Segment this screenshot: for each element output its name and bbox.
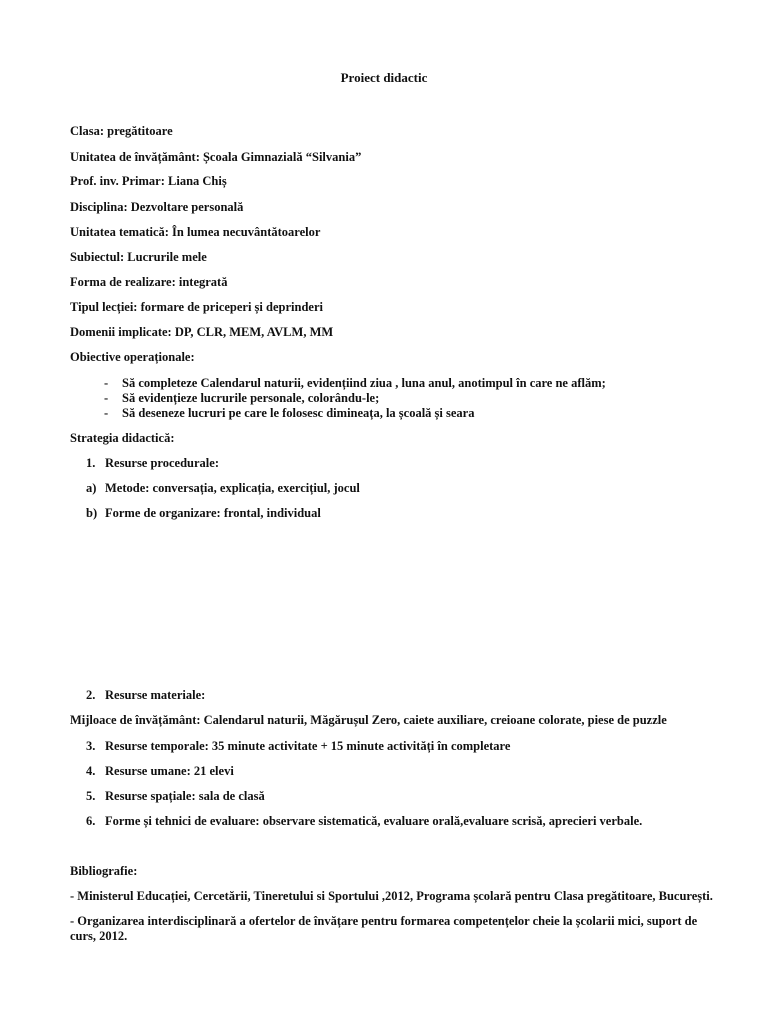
- field-forma-realizare: Forma de realizare: integrată: [70, 275, 228, 289]
- field-domenii: Domenii implicate: DP, CLR, MEM, AVLM, MM: [70, 325, 334, 339]
- list-number: 2.: [86, 688, 96, 702]
- objective-item: Să deseneze lucruri pe care le folosesc dimineața, la școală și seara: [122, 406, 475, 420]
- field-subiectul: Subiectul: Lucrurile mele: [70, 250, 207, 264]
- list-number: 4.: [86, 764, 96, 778]
- resources-material: Resurse materiale:: [105, 688, 206, 702]
- field-unitatea-tematica: Unitatea tematică: În lumea necuvântătoarelor: [70, 225, 321, 239]
- evaluation-forms: Forme și tehnici de evaluare: observare sistematică, evaluare orală,evaluare scrisă, aprecieri verbale.: [105, 814, 643, 828]
- resources-human: Resurse umane: 21 elevi: [105, 764, 234, 778]
- field-obiective-heading: Obiective operaționale:: [70, 350, 195, 364]
- objective-item: Să completeze Calendarul naturii, evidențiind ziua , luna anul, anotimpul în care ne aflăm;: [122, 376, 606, 390]
- list-number: 6.: [86, 814, 96, 828]
- objective-bullet: -: [104, 391, 109, 405]
- field-prof: Prof. inv. Primar: Liana Chiș: [70, 174, 227, 188]
- objective-item: Să evidențieze lucrurile personale, colorându-le;: [122, 391, 380, 405]
- resources-temporal: Resurse temporale: 35 minute activitate + 15 minute activități în completare: [105, 739, 511, 753]
- resources-procedural: Resurse procedurale:: [105, 456, 219, 470]
- bibliography-item: - Ministerul Educației, Cercetării, Tineretului si Sportului ,2012, Programa școlară pentru Clasa pregătitoare, București.: [70, 889, 713, 903]
- list-number: 5.: [86, 789, 96, 803]
- bibliography-item: - Organizarea interdisciplinară a ofertelor de învățare pentru formarea competențelor cheie la școlarii mici, suport de curs, 2012.: [70, 914, 698, 943]
- teaching-means: Mijloace de învățământ: Calendarul naturii, Măgărușul Zero, caiete auxiliare, creioane colorate, piese de puzzle: [70, 713, 667, 727]
- organization-forms: Forme de organizare: frontal, individual: [105, 506, 321, 520]
- list-number: 3.: [86, 739, 96, 753]
- objective-bullet: -: [104, 406, 109, 420]
- field-tipul-lectiei: Tipul lecției: formare de priceperi și deprinderi: [70, 300, 323, 314]
- field-disciplina: Disciplina: Dezvoltare personală: [70, 200, 244, 214]
- document-title: Proiect didactic: [340, 70, 428, 85]
- field-clasa: Clasa: pregătitoare: [70, 124, 173, 138]
- objective-bullet: -: [104, 376, 109, 390]
- bibliography-heading: Bibliografie:: [70, 864, 138, 878]
- methods: Metode: conversația, explicația, exercițiul, jocul: [105, 481, 360, 495]
- field-unitatea: Unitatea de învățământ: Școala Gimnazială “Silvania”: [70, 150, 362, 164]
- list-letter: a): [86, 481, 97, 495]
- list-letter: b): [86, 506, 98, 520]
- resources-spatial: Resurse spațiale: sala de clasă: [105, 789, 265, 803]
- strategy-heading: Strategia didactică:: [70, 431, 175, 445]
- list-number: 1.: [86, 456, 96, 470]
